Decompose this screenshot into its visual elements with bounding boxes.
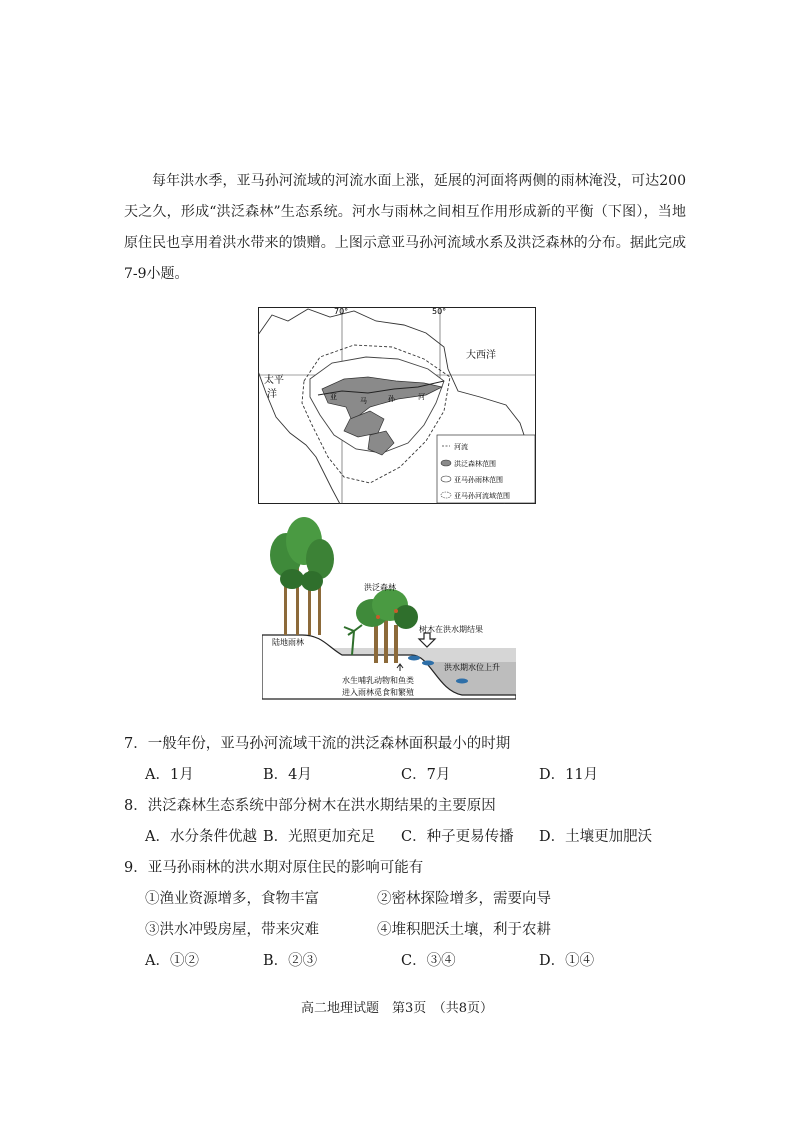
q7-option-c[interactable]: C．7月	[401, 767, 451, 783]
water-rise-label: 洪水期水位上升	[444, 663, 500, 672]
q8-option-c[interactable]: C．种子更易传播	[401, 829, 514, 845]
legend-rainforest: 亚马孙雨林范围	[454, 476, 503, 484]
atlantic-label: 大西洋	[466, 350, 496, 361]
river-label-1: 亚	[330, 393, 337, 401]
pacific-label-2: 平	[274, 375, 284, 386]
page-footer: 高二地理试题 第3页 （共8页）	[300, 1001, 494, 1016]
legend-basin: 亚马孙河流域范围	[454, 492, 510, 500]
lon-label-70: 70°	[334, 307, 349, 316]
land-forest-trees	[270, 517, 334, 635]
legend-river: 河流	[454, 443, 468, 451]
question-8-stem: 8．洪泛森林生态系统中部分树木在洪水期结果的主要原因	[124, 798, 496, 814]
amazon-basin-map	[258, 307, 536, 504]
q9-option-a[interactable]: A．①②	[145, 953, 199, 969]
animals-label-2: 进入雨林觅食和繁殖	[342, 688, 414, 697]
lon-label-50: 50°	[432, 307, 447, 316]
river-label-2: 马	[360, 397, 367, 405]
fruit-label: 树木在洪水期结果	[419, 625, 483, 634]
q9-statement-1: ①渔业资源增多，食物丰富	[145, 891, 319, 907]
q9-option-d[interactable]: D．①④	[539, 953, 595, 969]
down-arrow-icon	[419, 633, 435, 647]
q8-option-a[interactable]: A．水分条件优越	[145, 829, 257, 845]
river-label-3: 孙	[388, 395, 395, 403]
river-label-4: 河	[418, 393, 425, 401]
animals-label-1: 水生哺乳动物和鱼类	[342, 676, 414, 685]
q9-statement-4: ④堆积肥沃土壤，利于农耕	[377, 922, 551, 938]
flood-forest-label: 洪泛森林	[364, 583, 396, 592]
intro-paragraph: 每年洪水季，亚马孙河流域的河流水面上涨，延展的河面将两侧的雨林淹没，可达200天之久，形成“洪泛森林”生态系统。河水与雨林之间相互作用形成新的平衡（下图），当地原住民也享用着洪水带来的馈赠。上图示意亚马孙河流域水系及洪泛森林的分布。据此完成7-9小题。	[124, 173, 686, 282]
q7-option-a[interactable]: A．1月	[145, 767, 194, 783]
q7-option-b[interactable]: B．4月	[263, 767, 312, 783]
q8-option-d[interactable]: D．土壤更加肥沃	[539, 829, 653, 845]
flood-forest-diagram	[262, 515, 516, 710]
q7-option-d[interactable]: D．11月	[539, 767, 599, 783]
question-7-stem: 7．一般年份，亚马孙河流域干流的洪泛森林面积最小的时期	[124, 736, 511, 752]
q9-option-b[interactable]: B．②③	[263, 953, 318, 969]
legend-flood-forest: 洪泛森林范围	[454, 460, 496, 468]
pacific-label-3: 洋	[267, 389, 277, 400]
land-forest-label: 陆地雨林	[272, 638, 304, 647]
question-9-stem: 9．亚马孙雨林的洪水期对原住民的影响可能有	[124, 860, 424, 876]
q9-statement-3: ③洪水冲毁房屋，带来灾难	[145, 922, 319, 938]
q9-statement-2: ②密林探险增多，需要向导	[377, 891, 551, 907]
q8-option-b[interactable]: B．光照更加充足	[263, 829, 376, 845]
pacific-label-1: 太	[264, 375, 274, 386]
q9-option-c[interactable]: C．③④	[401, 953, 456, 969]
map-legend	[437, 435, 535, 503]
